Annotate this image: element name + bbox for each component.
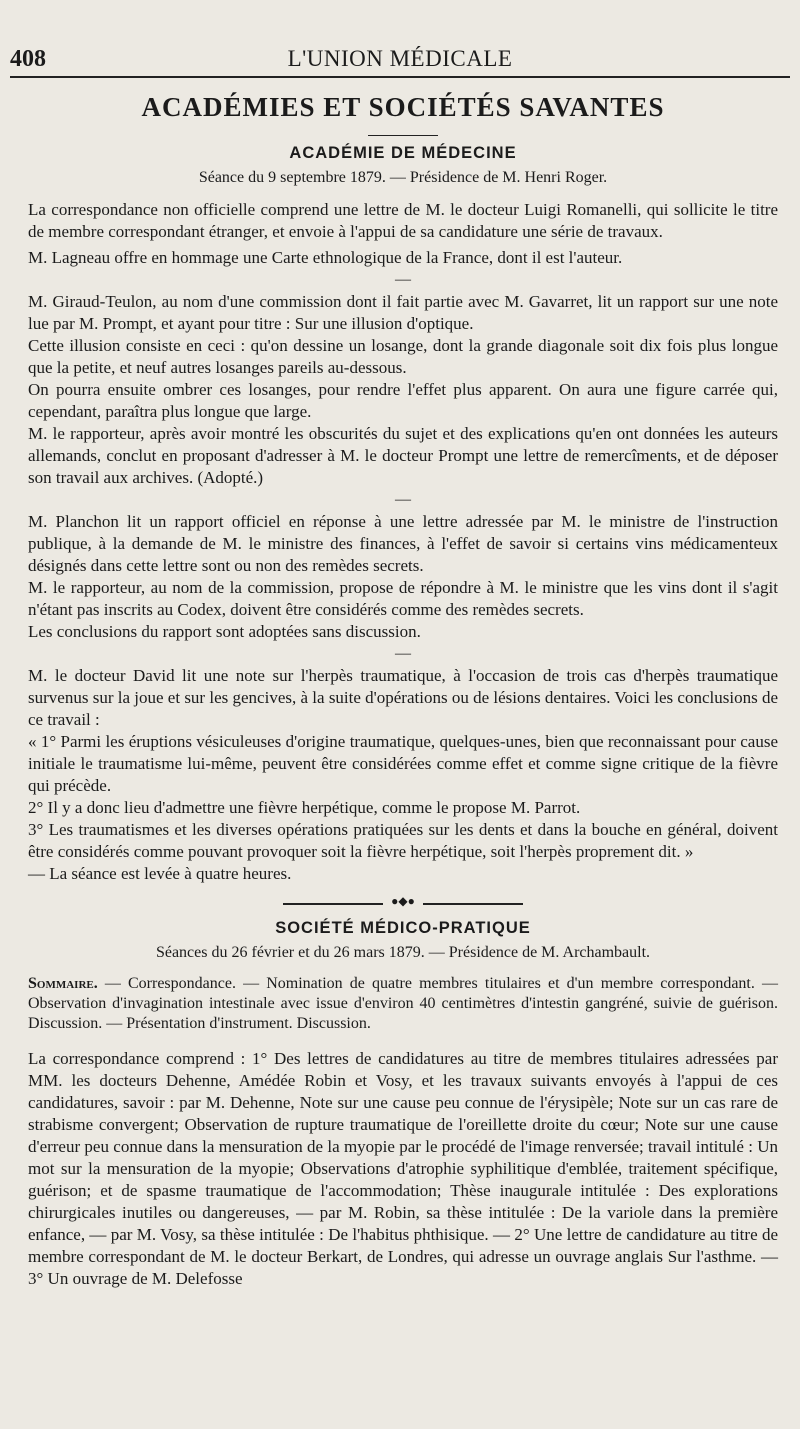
summary-label: Sommaire. [28,975,98,992]
article-body [28,92,778,1290]
paragraph: La correspondance non officielle comprend une lettre de M. le docteur Luigi Romanelli, qui sollicite le titre de membre correspondant étranger, et envoie à l'appui de sa candidature une série de travaux. [28,200,778,241]
society-heading: SOCIÉTÉ MÉDICO-PRATIQUE [275,919,531,937]
paragraph: M. le docteur David lit une note sur l'herpès traumatique, à l'occasion de trois cas d'herpès traumatique survenus sur la joue et sur les gencives, à la suite d'opérations ou de lésions dentaires. Voici les conclusions de ce travail : [28,666,778,729]
ornament-divider: ●◆● [283,899,523,909]
separator: — [395,645,411,662]
paragraph: — La séance est levée à quatre heures. [28,864,292,883]
page-header [0,38,800,78]
paragraph: 2° Il y a donc lieu d'admettre une fièvre herpétique, comme le propose M. Parrot. [28,798,581,817]
paragraph: La correspondance comprend : 1° Des lettres de candidatures au titre de membres titulaires adressées par MM. les docteurs Dehenne, Amédée Robin et Vosy, et les travaux suivants envoyés à l'appui de ces candidatures, savoir : par M. Dehenne, Note sur une cause peu connue de l'érysipèle; Note sur un cas rare de strabisme convergent; Observation de rupture traumatique de l'oreillette droite du cœur; Note sur une cause d'erreur peu connue dans la mensuration de la myopie par le procédé de l'image renversée; travail intitulé : Un mot sur la mensuration de la myopie; Observations d'atrophie syphilitique d'emblée, traitement spécifique, guérison; et de spasme traumatique de l'accommodation; Thèse inaugurale intitulée : Des explorations chirurgicales inutiles ou dangereuses, — par M. Robin, sa thèse intitulée : De la variole dans la première enfance, — par M. Vosy, sa thèse intitulée : De l'habitus phthisique. — 2° Une lettre de candidature au titre de membre correspondant de M. le docteur Berkart, de Londres, qui adresse un ouvrage anglais Sur l'asthme. — 3° Un ouvrage de M. Delefosse [28,1049,778,1288]
academy-session: Séance du 9 septembre 1879. — Présidence de M. Henri Roger. [198,169,608,186]
title-rule [368,135,438,136]
header-rule [10,76,790,78]
section-title: ACADÉMIES ET SOCIÉTÉS SAVANTES [141,92,665,122]
summary [28,974,778,1034]
page-number: 408 [10,46,46,72]
running-title: L'UNION MÉDICALE [287,46,513,71]
paragraph: On pourra ensuite ombrer ces losanges, pour rendre l'effet plus apparent. On aura une figure carrée qui, cependant, paraîtra plus longue que large. [28,380,778,421]
academy-heading: ACADÉMIE DE MÉDECINE [289,144,517,162]
paragraph: Les conclusions du rapport sont adoptées sans discussion. [28,622,421,641]
paragraph: M. Giraud-Teulon, au nom d'une commission dont il fait partie avec M. Gavarret, lit un rapport sur une note lue par M. Prompt, et ayant pour titre : Sur une illusion d'optique. [28,292,778,333]
summary-text: — Correspondance. — Nomination de quatre membres titulaires et d'un membre correspondant. — Observation d'invagination intestinale avec issue d'environ 40 centimètres d'intestin gangréné, suivie de guérison. Discussion. — Présentation d'instrument. Discussion. [28,975,778,1032]
society-session: Séances du 26 février et du 26 mars 1879. — Présidence de M. Archambault. [155,944,651,961]
separator: — [395,271,411,288]
separator: — [395,491,411,508]
paragraph: 3° Les traumatismes et les diverses opérations pratiquées sur les dents et dans la bouche en général, doivent être considérés comme pouvant provoquer soit la fièvre herpétique, soit l'herpès proprement dit. » [28,820,778,861]
paragraph: M. Lagneau offre en hommage une Carte ethnologique de la France, dont il est l'auteur. [28,248,623,267]
paragraph: M. Planchon lit un rapport officiel en réponse à une lettre adressée par M. le ministre de l'instruction publique, à la demande de M. le ministre des finances, à l'effet de savoir si certains vins médicamenteux désignés dans cette lettre sont ou non des remèdes secrets. [28,512,778,575]
paragraph: « 1° Parmi les éruptions vésiculeuses d'origine traumatique, quelques-unes, bien que reconnaissant pour cause initiale le traumatisme lui-même, peuvent être considérées comme effet et comme signe critique de la fièvre qui précède. [28,732,778,795]
paragraph: M. le rapporteur, après avoir montré les obscurités du sujet et des explications qu'en ont données les auteurs allemands, conclut en proposant d'adresser à M. le docteur Prompt une lettre de remercîments, et de déposer son travail aux archives. (Adopté.) [28,424,778,487]
paragraph: Cette illusion consiste en ceci : qu'on dessine un losange, dont la grande diagonale soit dix fois plus longue que la petite, et neuf autres losanges pareils au-dessous. [28,336,778,377]
paragraph: M. le rapporteur, au nom de la commission, propose de répondre à M. le ministre que les vins dont il s'agit n'étant pas inscrits au Codex, doivent être considérés comme des remèdes secrets. [28,578,778,619]
